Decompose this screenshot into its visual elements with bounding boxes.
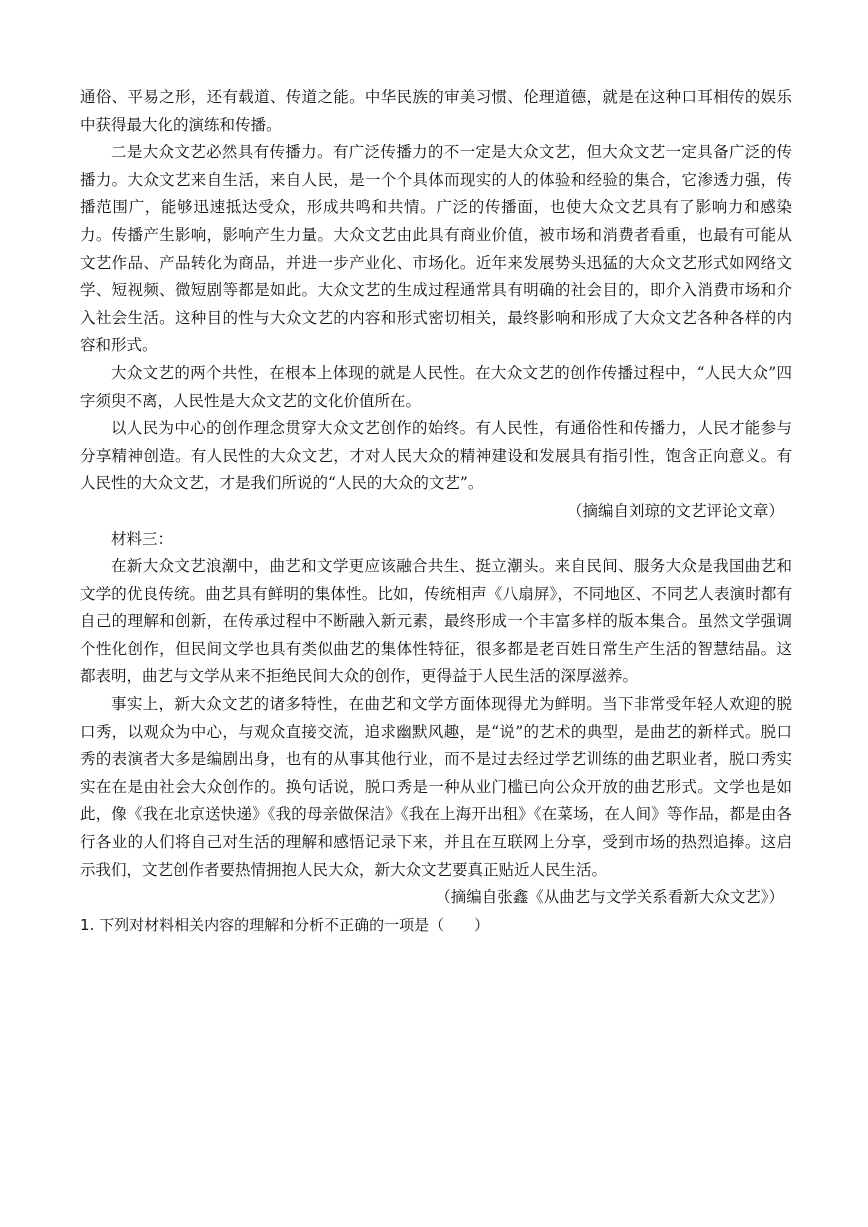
- material-three-heading: 材料三：: [111, 529, 174, 548]
- document-body: [80, 84, 792, 939]
- paragraph-continuation: 通俗、平易之形，还有载道、传道之能。中华民族的审美习惯、伦理道德，就是在这种口耳相传的娱乐中获得最大化的演练和传播。: [80, 88, 792, 134]
- paragraph-people-centered: 以人民为中心的创作理念贯穿大众文艺创作的始终。有人民性，有通俗性和传播力，人民才能参与分享精神创造。有人民性的大众文艺，才对人民大众的精神建设和发展具有指引性，饱含正向意义。有人民性的大众文艺，才是我们所说的“人民的大众的文艺”。: [80, 419, 792, 493]
- paragraph-people-nature: 大众文艺的两个共性，在根本上体现的就是人民性。在大众文艺的创作传播过程中，“人民大众”四字须臾不离，人民性是大众文艺的文化价值所在。: [80, 363, 792, 410]
- paragraph-communication-power: 二是大众文艺必然具有传播力。有广泛传播力的不一定是大众文艺，但大众文艺一定具备广泛的传播力。大众文艺来自生活，来自人民，是一个个具体而现实的人的体验和经验的集合，它渗透力强，传播范围广，能够迅速抵达受众，形成共鸣和共情。广泛的传播面，也使大众文艺具有了影响力和感染力。传播产生影响，影响产生力量。大众文艺由此具有商业价值，被市场和消费者看重，也最有可能从文艺作品、产品转化为商品，并进一步产业化、市场化。近年来发展势头迅猛的大众文艺形式如网络文学、短视频、微短剧等都是如此。大众文艺的生成过程通常具有明确的社会目的，即介入消费市场和介入社会生活。这种目的性与大众文艺的内容和形式密切相关，最终影响和形成了大众文艺各种各样的内容和形式。: [80, 143, 792, 355]
- question-1: 1. 下列对材料相关内容的理解和分析不正确的一项是（ ）: [80, 915, 490, 934]
- source-citation-1: （摘编自刘琼的文艺评论文章）: [566, 501, 784, 520]
- paragraph-talk-show: 事实上，新大众文艺的诸多特性，在曲艺和文学方面体现得尤为鲜明。当下非常受年轻人欢迎的脱口秀，以观众为中心，与观众直接交流，追求幽默风趣，是“说”的艺术的典型，是曲艺的新样式。脱口秀的表演者大多是编剧出身，也有的从事其他行业，而不是过去经过学艺训练的曲艺职业者，脱口秀实实在在是由社会大众创作的。换句话说，脱口秀是一种从业门槛已向公众开放的曲艺形式。文学也是如此，像《我在北京送快递》《我的母亲做保洁》《我在上海开出租》《在菜场，在人间》等作品，都是由各行各业的人们将自己对生活的理解和感悟记录下来，并且在互联网上分享，受到市场的热烈追捧。这启示我们，文艺创作者要热情拥抱人民大众，新大众文艺要真正贴近人民生活。: [80, 695, 792, 879]
- paragraph-quyi-literature: 在新大众文艺浪潮中，曲艺和文学更应该融合共生、挺立潮头。来自民间、服务大众是我国曲艺和文学的优良传统。曲艺具有鲜明的集体性。比如，传统相声《八扇屏》，不同地区、不同艺人表演时都有自己的理解和创新，在传承过程中不断融入新元素，最终形成一个丰富多样的版本集合。虽然文学强调个性化创作，但民间文学也具有类似曲艺的集体性特征，很多都是老百姓日常生产生活的智慧结晶。这都表明，曲艺与文学从来不拒绝民间大众的创作，更得益于人民生活的深厚滋养。: [80, 557, 792, 686]
- source-citation-2: （摘编自张鑫《从曲艺与文学关系看新大众文艺》）: [435, 888, 784, 907]
